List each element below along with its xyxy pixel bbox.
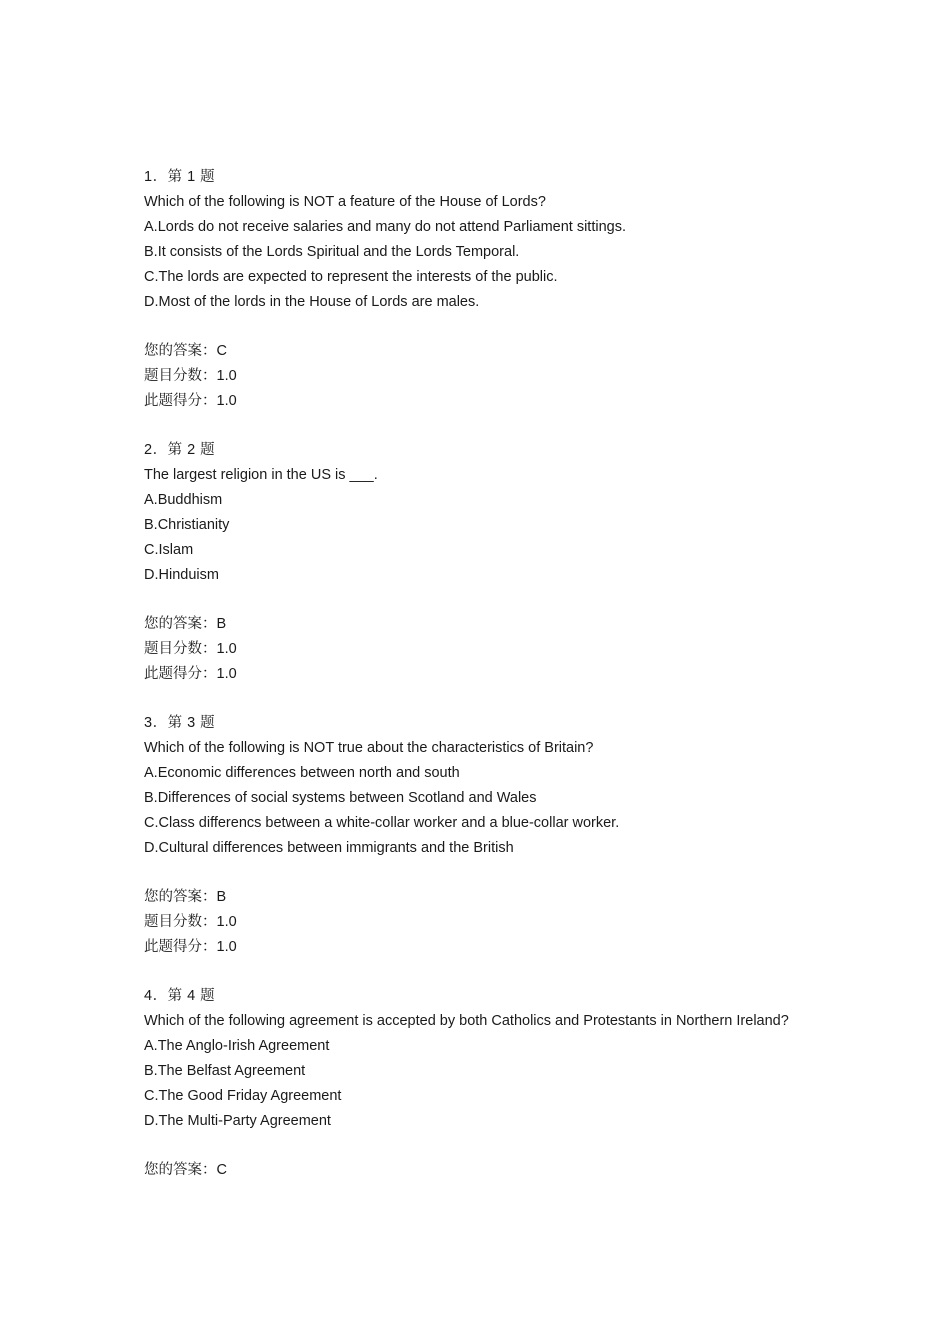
question-text: The largest religion in the US is ___. — [144, 467, 378, 483]
question-score: 题目分数：1.0 — [144, 914, 237, 930]
question-block — [144, 165, 806, 438]
spacer — [144, 588, 806, 612]
spacer — [144, 960, 806, 984]
option-b: B.The Belfast Agreement — [144, 1063, 306, 1079]
question-text: Which of the following agreement is accepted by both Catholics and Protestants in Northern Ireland? — [144, 1013, 789, 1029]
question-number: 3．第 3 题 — [144, 715, 216, 731]
option-a: A.Buddhism — [144, 492, 223, 508]
earned-score: 此题得分：1.0 — [144, 393, 237, 409]
question-score: 题目分数：1.0 — [144, 641, 237, 657]
question-block — [144, 984, 806, 1183]
your-answer: 您的答案：C — [144, 1162, 227, 1178]
spacer — [144, 687, 806, 711]
spacer — [144, 1134, 806, 1158]
option-d: D.The Multi-Party Agreement — [144, 1113, 331, 1129]
option-a: A.Lords do not receive salaries and many do not attend Parliament sittings. — [144, 219, 626, 235]
question-score: 题目分数：1.0 — [144, 368, 237, 384]
option-b: B.Christianity — [144, 517, 230, 533]
option-b: B.Differences of social systems between Scotland and Wales — [144, 790, 537, 806]
question-block — [144, 438, 806, 711]
option-a: A.Economic differences between north and south — [144, 765, 460, 781]
question-block — [144, 711, 806, 984]
question-text: Which of the following is NOT a feature of the House of Lords? — [144, 194, 546, 210]
earned-score: 此题得分：1.0 — [144, 666, 237, 682]
option-c: C.The lords are expected to represent the interests of the public. — [144, 269, 558, 285]
your-answer: 您的答案：B — [144, 889, 227, 905]
option-c: C.The Good Friday Agreement — [144, 1088, 342, 1104]
question-number: 1．第 1 题 — [144, 169, 216, 185]
quiz-document — [144, 165, 806, 1183]
spacer — [144, 861, 806, 885]
option-c: C.Class differencs between a white-collar worker and a blue-collar worker. — [144, 815, 620, 831]
your-answer: 您的答案：C — [144, 343, 227, 359]
option-d: D.Hinduism — [144, 567, 219, 583]
question-text: Which of the following is NOT true about the characteristics of Britain? — [144, 740, 594, 756]
option-b: B.It consists of the Lords Spiritual and the Lords Temporal. — [144, 244, 520, 260]
question-number: 2．第 2 题 — [144, 442, 216, 458]
option-a: A.The Anglo-Irish Agreement — [144, 1038, 330, 1054]
earned-score: 此题得分：1.0 — [144, 939, 237, 955]
question-number: 4．第 4 题 — [144, 988, 216, 1004]
your-answer: 您的答案：B — [144, 616, 227, 632]
spacer — [144, 315, 806, 339]
spacer — [144, 414, 806, 438]
option-d: D.Most of the lords in the House of Lords are males. — [144, 294, 480, 310]
option-d: D.Cultural differences between immigrants and the British — [144, 840, 514, 856]
option-c: C.Islam — [144, 542, 194, 558]
